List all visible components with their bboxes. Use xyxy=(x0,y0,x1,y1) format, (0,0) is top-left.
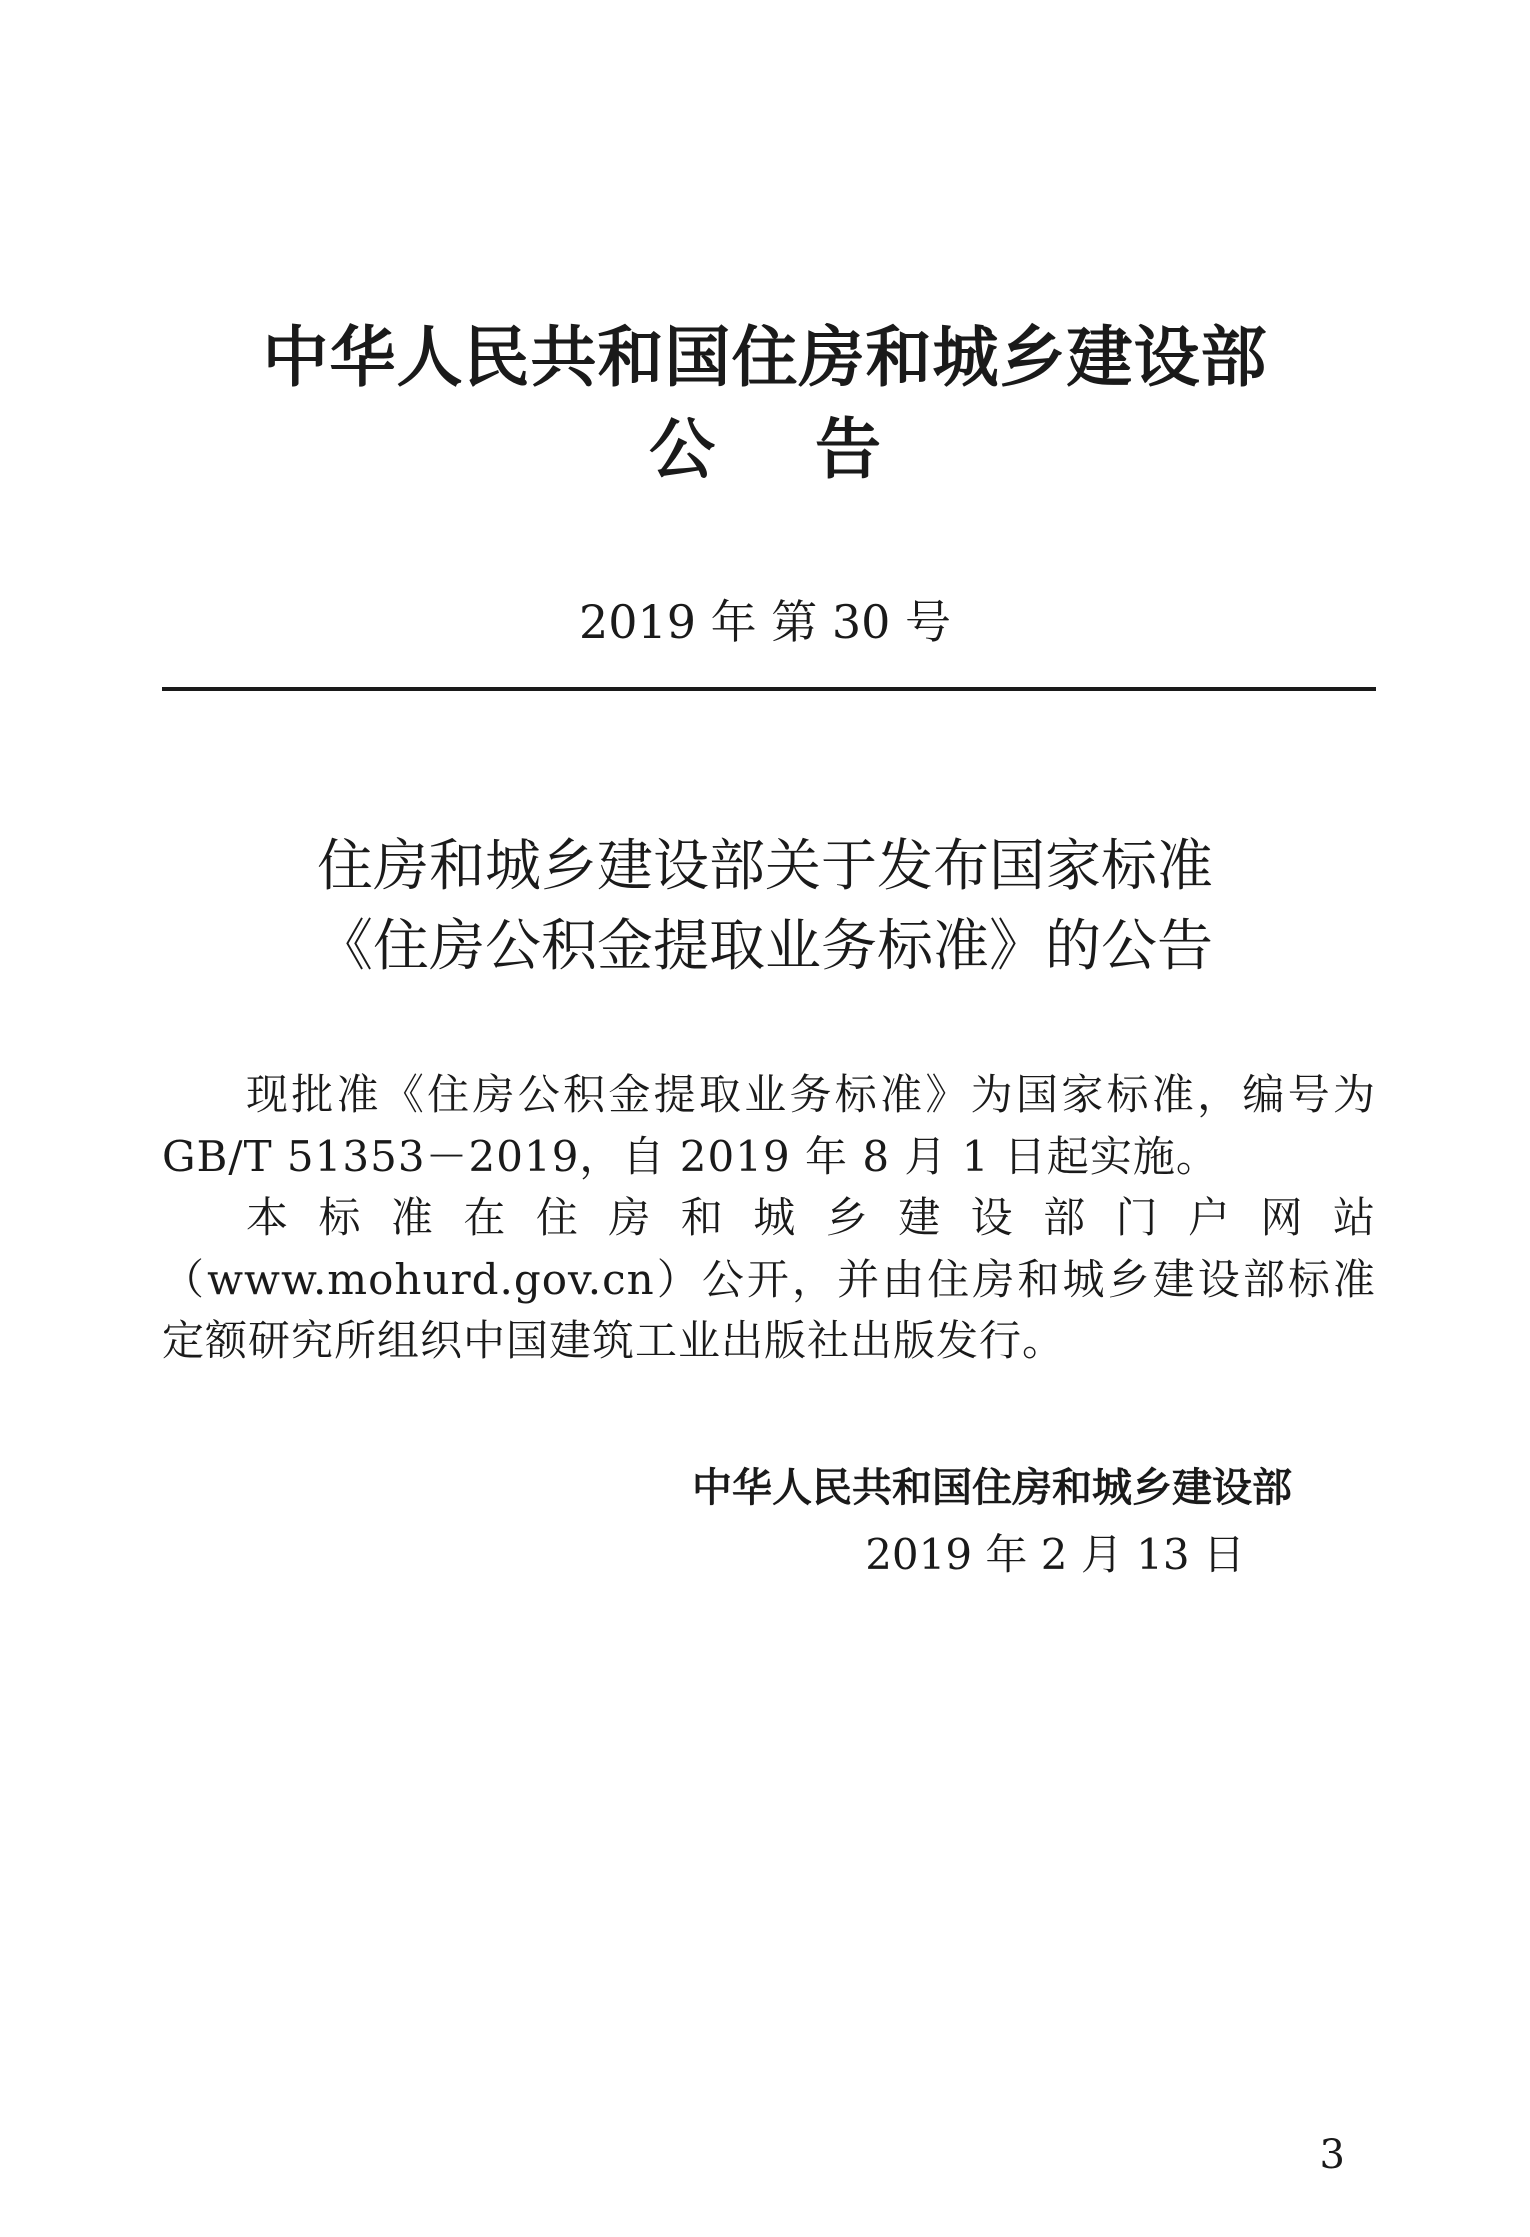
announcement-body xyxy=(162,1064,1376,1372)
document-number: 2019 年 第 30 号 xyxy=(578,595,952,649)
announcement-title-line-2: 《住房公积金提取业务标准》的公告 xyxy=(317,914,1213,979)
issuer-heading: 中华人民共和国住房和城乡建设部 xyxy=(262,319,1268,396)
announcement-title-line-1: 住房和城乡建设部关于发布国家标准 xyxy=(317,834,1213,899)
body-paragraph-2: 本标准在住房和城乡建设部门户网站（www.mohurd.gov.cn）公开，并由住房和城乡建设部标准定额研究所组织中国建筑工业出版社出版发行。 xyxy=(162,1193,1376,1365)
page-number: 3 xyxy=(1319,2132,1345,2178)
signature-organization: 中华人民共和国住房和城乡建设部 xyxy=(692,1465,1292,1511)
document-type-heading: 公告 xyxy=(649,411,981,488)
body-paragraph-1: 现批准《住房公积金提取业务标准》为国家标准，编号为 GB/T 51353－2019，自 2019 年 8 月 1 日起实施。 xyxy=(162,1070,1376,1181)
signature-date: 2019 年 2 月 13 日 xyxy=(865,1530,1245,1579)
header-divider xyxy=(162,687,1376,691)
